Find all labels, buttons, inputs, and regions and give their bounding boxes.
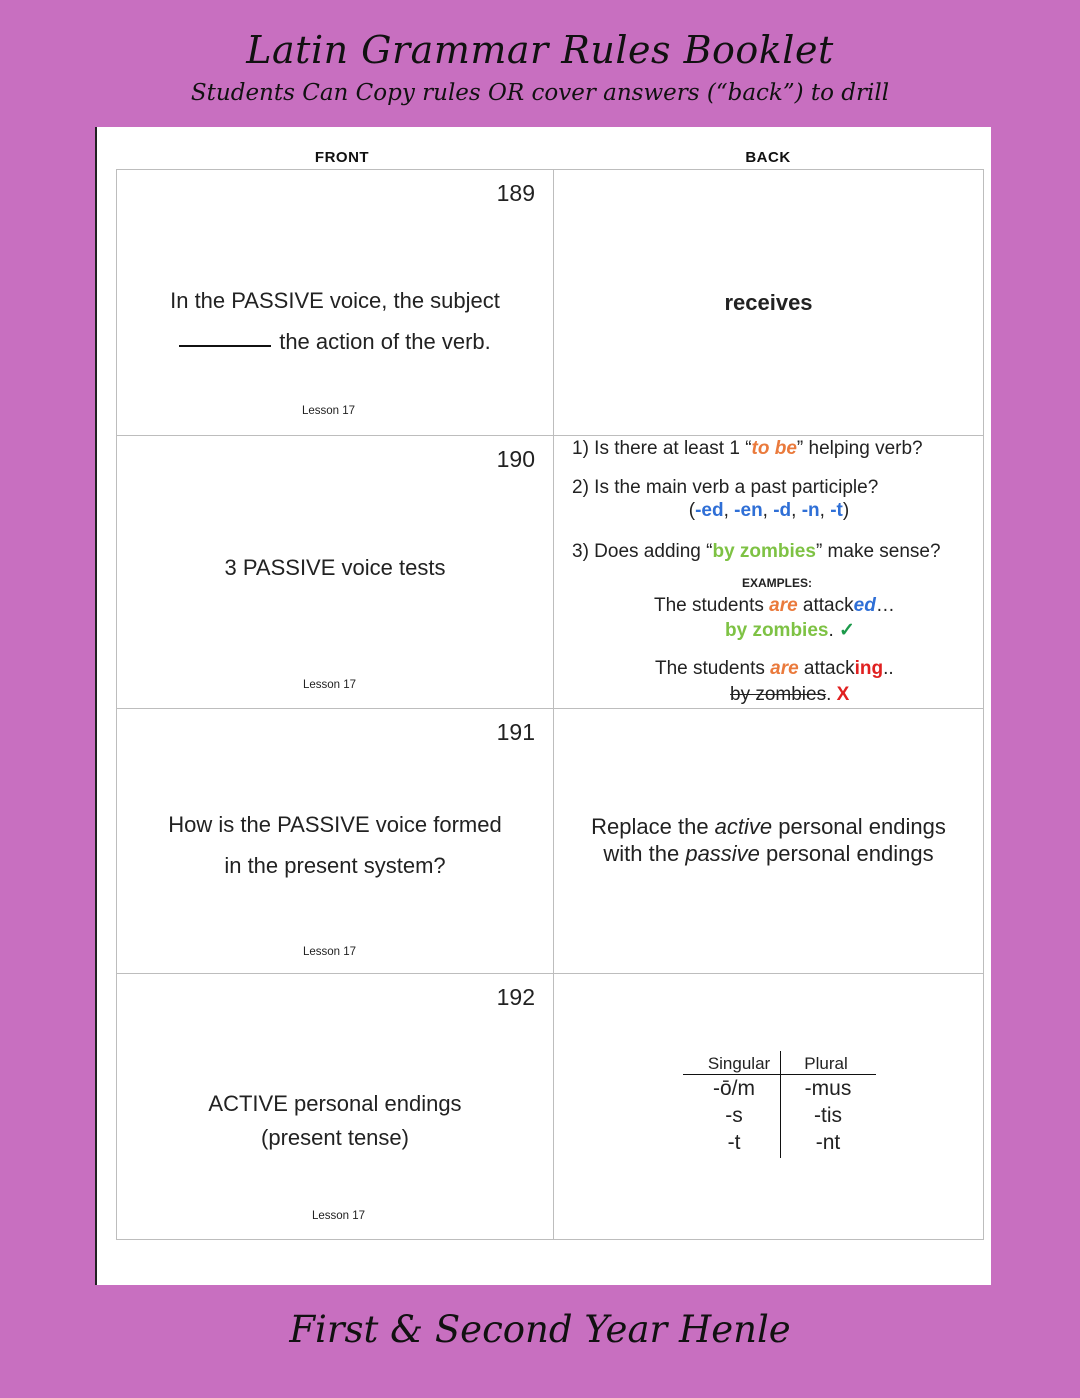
card-191-question [117,804,553,886]
question-line-1: How is the PASSIVE voice formed [168,812,502,837]
card-191-front [117,709,554,974]
card-192-question [117,1087,553,1155]
card-number: 192 [496,984,535,1010]
card-number: 191 [496,719,535,745]
example-1: The students are attacked… [654,595,895,616]
singular-1: -ō/m [713,1077,755,1100]
page-title: Latin Grammar Rules Booklet [246,28,834,72]
plural-2: -tis [814,1104,842,1127]
examples-label: EXAMPLES: [742,576,813,590]
plural-header: Plural [804,1054,848,1073]
plural-1: -mus [804,1077,852,1100]
card-189-back [554,170,984,436]
question-line-2: in the present system? [224,853,446,878]
card-192-front [117,974,554,1240]
card-number: 189 [496,180,535,206]
card-190-question: 3 PASSIVE voice tests [224,555,446,580]
front-column-heading: FRONT [314,149,370,166]
question-line-2-text: the action of the verb. [279,329,491,354]
page-subtitle: Students Can Copy rules OR cover answers (“back”) to drill [190,80,890,106]
test-2-endings: (-ed, -en, -d, -n, -t) [688,500,850,521]
test-1: 1) Is there at least 1 “to be” helping verb? [572,438,923,459]
card-190-back [554,436,984,709]
back-column-heading: BACK [745,149,791,166]
singular-3: -t [727,1131,741,1154]
test-3: 3) Does adding “by zombies” make sense? [572,541,941,562]
card-191-answer [554,813,983,867]
question-line-1: In the PASSIVE voice, the subject [170,288,500,313]
card-192-back [554,974,984,1240]
card-190-front [117,436,554,709]
lesson-label: Lesson 17 [312,1210,366,1222]
example-2-by: by zombies. X [730,684,850,705]
card-189-front [117,170,554,436]
example-1-by: by zombies. ✓ [725,620,855,641]
fill-in-blank [179,345,271,347]
example-2: The students are attacking.. [655,658,894,679]
footer-title: First & Second Year Henle [289,1308,791,1351]
plural-3: -nt [815,1131,841,1154]
question-line-1: ACTIVE personal endings [208,1091,462,1116]
answer-line-2: with the passive personal endings [603,841,934,866]
card-189-answer: receives [724,290,813,315]
card-191-back [554,709,984,974]
lesson-label: Lesson 17 [303,946,357,958]
singular-2: -s [725,1104,743,1127]
lesson-label: Lesson 17 [302,405,356,417]
card-number: 190 [496,446,535,472]
question-line-2 [117,321,553,362]
lesson-label: Lesson 17 [303,679,357,691]
card-grid [116,169,984,1240]
flashcard-sheet [95,127,991,1285]
card-189-question [117,280,553,362]
check-icon: ✓ [839,620,855,641]
singular-header: Singular [707,1054,771,1073]
table-column-rule [780,1051,781,1158]
test-2: 2) Is the main verb a past participle? [572,477,879,498]
answer-line-1: Replace the active personal endings [591,814,946,839]
x-icon: X [836,684,850,705]
question-line-2: (present tense) [261,1125,409,1150]
